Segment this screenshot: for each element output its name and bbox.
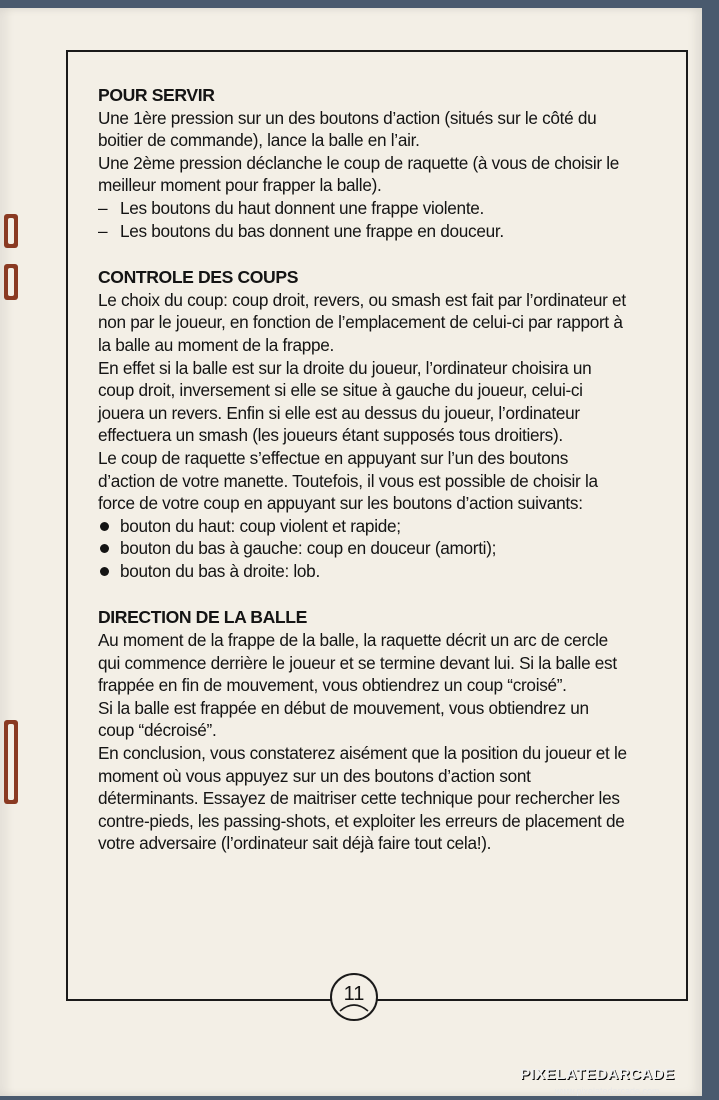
paragraph: En effet si la balle est sur la droite du joueur, l’ordinateur choisira un coup droit, inversement si elle se situe à gauche du joueur, celui-ci jouera un revers. Enfin si elle est au dessus du joueur, l’ordinateur effectuera un smash (les joueurs étant supposés tous droitiers). bbox=[98, 357, 592, 446]
page-number: 11 bbox=[343, 982, 365, 1005]
dash-item-text: Les boutons du haut donnent une frappe violente. bbox=[120, 197, 485, 218]
heading-pour-servir: POUR SERVIR bbox=[98, 85, 215, 105]
heading-direction-de-la-balle: DIRECTION DE LA BALLE bbox=[98, 607, 307, 628]
watermark-brand: PIXELATEDARCADE bbox=[520, 1066, 675, 1083]
bullet-list-item bbox=[98, 515, 628, 538]
dash-marker: – bbox=[98, 220, 108, 241]
paragraph: Une 1ère pression sur un des boutons d’action (situés sur le côté du boitier de commande), lance la balle en l’air. bbox=[98, 107, 597, 151]
paragraph: Le choix du coup: coup droit, revers, ou smash est fait par l’ordinateur et non par le joueur, en fonction de l’emplacement de celui-ci par rapport à la balle au moment de la frappe. bbox=[98, 289, 626, 355]
staple-top bbox=[4, 214, 18, 248]
dash-marker: – bbox=[98, 197, 108, 218]
staple-bottom bbox=[4, 720, 18, 804]
paragraph: En conclusion, vous constaterez aisément que la position du joueur et le moment où vous appuyez sur un des boutons d’action sont déterminants. Essayez de maitriser cette technique pour rechercher les contre-pieds, les passing-shots, et exploiter les erreurs de placement de votre adversaire (l’ordinateur sait déjà faire tout cela!). bbox=[98, 743, 627, 854]
bullet-item-text: bouton du bas à gauche: coup en douceur (amorti); bbox=[120, 538, 497, 559]
bullet-dot-icon bbox=[100, 544, 109, 553]
staple-top-lower bbox=[4, 264, 18, 300]
paragraph: Le coup de raquette s’effectue en appuyant sur l’un des boutons d’action de votre manette. Toutefois, il vous est possible de choisir la force de votre coup en appuyant sur les boutons d’action suivants: bbox=[98, 447, 598, 514]
bullet-item-text: bouton du haut: coup violent et rapide; bbox=[120, 515, 401, 536]
dash-list-item bbox=[98, 197, 628, 220]
page-number-badge bbox=[330, 973, 378, 1021]
paragraph: Si la balle est frappée en début de mouvement, vous obtiendrez un coup “décroisé”. bbox=[98, 697, 589, 741]
paragraph: Une 2ème pression déclanche le coup de raquette (à vous de choisir le meilleur moment pour frapper la balle). bbox=[98, 152, 620, 196]
section-gap bbox=[98, 582, 628, 606]
dash-list-item bbox=[98, 220, 628, 243]
bullet-item-text: bouton du bas à droite: lob. bbox=[120, 560, 320, 581]
paragraph: Au moment de la frappe de la balle, la raquette décrit un arc de cercle qui commence derrière le joueur et se termine devant lui. Si la balle est frappée en fin de mouvement, vous obtiendrez un coup “croisé”. bbox=[98, 630, 617, 696]
bullet-dot-icon bbox=[100, 567, 109, 576]
manual-text bbox=[98, 84, 628, 855]
watermark-url: www.pixelatedarcade.com bbox=[555, 1086, 660, 1096]
bullet-dot-icon bbox=[100, 522, 109, 531]
tennis-ball-icon bbox=[332, 975, 376, 1019]
dash-item-text: Les boutons du bas donnent une frappe en douceur. bbox=[120, 220, 504, 241]
bullet-list-item bbox=[98, 560, 628, 583]
bullet-list-item bbox=[98, 537, 628, 560]
heading-controle-des-coups: CONTROLE DES COUPS bbox=[98, 267, 299, 288]
section-gap bbox=[98, 242, 628, 266]
